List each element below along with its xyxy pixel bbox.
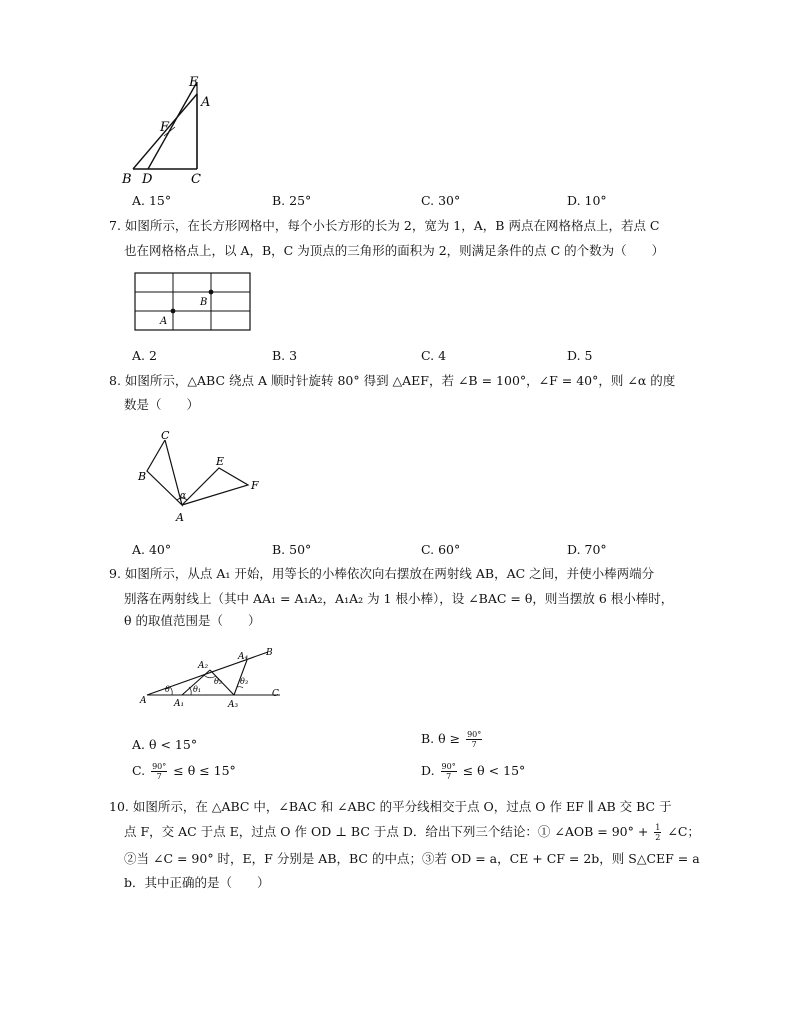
q7-grid-figure (130, 268, 255, 335)
q8-label-C: C (161, 429, 170, 442)
q9-option-d-fraction-den: 7 (446, 772, 452, 781)
q10-question-line1: 10. 如图所示，在 △ABC 中，∠BAC 和 ∠ABC 的平分线相交于点 O，过点 O 作 EF ∥ AB 交 BC 于 (109, 799, 672, 814)
q8-label-B: B (138, 470, 147, 483)
q9-label-theta: θ (165, 685, 170, 694)
q9-option-a[interactable]: A. θ < 15° (132, 737, 198, 752)
q6-label-B: B (122, 172, 132, 187)
q8-label-A: A (176, 511, 184, 524)
q10-line2-fraction-num: 1 (655, 823, 661, 832)
q9-label-theta3: θ₃ (240, 677, 249, 686)
q6-option-c[interactable]: C. 30° (421, 193, 461, 208)
q6-triangle-figure (120, 70, 220, 190)
q7-point-B (209, 290, 214, 295)
q9-label-A3: A₃ (228, 700, 239, 710)
q8-option-c[interactable]: C. 60° (421, 542, 461, 557)
q7-label-B: B (200, 297, 208, 308)
q10-line2-fraction-den: 2 (655, 833, 661, 842)
q6-label-E: E (189, 75, 199, 90)
q8-label-F: F (251, 479, 259, 492)
q9-label-B: B (266, 648, 273, 658)
q6-label-D: D (142, 172, 153, 187)
q9-option-d-suffix: ≤ θ < 15° (462, 763, 526, 778)
q9-question-line3: θ 的取值范围是（ ） (124, 613, 261, 628)
q6-label-C: C (191, 172, 201, 187)
q9-label-A4: A₄ (238, 652, 249, 662)
q7-option-b[interactable]: B. 3 (272, 348, 298, 363)
q7-option-d[interactable]: D. 5 (567, 348, 593, 363)
q9-label-A2: A₂ (198, 661, 209, 671)
q7-option-c[interactable]: C. 4 (421, 348, 447, 363)
q10-line2-fraction (654, 823, 661, 842)
q8-rotation-figure (130, 425, 270, 525)
q6-option-d[interactable]: D. 10° (567, 193, 607, 208)
q7-question-line2: 也在网格格点上，以 A，B，C 为顶点的三角形的面积为 2，则满足条件的点 C 的个数为（ ） (124, 243, 665, 258)
q9-label-theta2: θ₂ (214, 677, 223, 686)
q9-sticks-figure (130, 640, 300, 715)
q7-point-A (171, 309, 176, 314)
q9-option-b-fraction-num: 90° (467, 730, 482, 739)
q9-option-d-prefix: D. (421, 763, 435, 778)
q9-question-line2: 别落在两射线上（其中 AA₁ = A₁A₂，A₁A₂ 为 1 根小棒），设 ∠BAC = θ，则当摆放 6 根小棒时， (124, 591, 674, 606)
q9-option-d-fraction-num: 90° (441, 762, 456, 771)
q8-question-line2: 数是（ ） (124, 397, 200, 412)
q9-option-c-suffix: ≤ θ ≤ 15° (173, 763, 236, 778)
q7-question-line1: 7. 如图所示，在长方形网格中，每个小长方形的长为 2，宽为 1，A，B 两点在网格格点上，若点 C (109, 218, 660, 233)
q6-option-b[interactable]: B. 25° (272, 193, 312, 208)
q9-label-A1: A₁ (174, 699, 185, 709)
q10-question-line2 (124, 823, 700, 842)
q6-label-F: F (160, 120, 170, 135)
q9-option-b-fraction (466, 730, 482, 749)
q9-option-d[interactable] (421, 762, 525, 781)
q7-label-A: A (160, 316, 168, 327)
q9-option-c-fraction-num: 90° (152, 762, 167, 771)
q8-option-d[interactable]: D. 70° (567, 542, 607, 557)
q9-option-c-fraction-den: 7 (156, 772, 162, 781)
q8-option-b[interactable]: B. 50° (272, 542, 312, 557)
q9-option-c-prefix: C. (132, 763, 146, 778)
q9-label-theta1: θ₁ (193, 685, 202, 694)
q7-option-a[interactable]: A. 2 (132, 348, 157, 363)
q9-option-c[interactable] (132, 762, 236, 781)
q8-question-line1: 8. 如图所示，△ABC 绕点 A 顺时针旋转 80° 得到 △AEF，若 ∠B = 100°，∠F = 40°，则 ∠α 的度 (109, 373, 676, 388)
q9-label-A: A (140, 696, 147, 706)
q8-label-alpha: α (180, 491, 187, 501)
q6-label-A: A (201, 95, 211, 110)
q10-question-line3: ②当 ∠C = 90° 时，E，F 分别是 AB，BC 的中点；③若 OD = a，CE + CF = 2b，则 S△CEF = a (124, 851, 700, 866)
q9-option-b[interactable] (421, 730, 484, 749)
q9-label-C: C (272, 689, 279, 699)
q6-option-a[interactable]: A. 15° (132, 193, 172, 208)
q8-label-E: E (216, 455, 225, 468)
q9-option-b-prefix: B. θ ≥ (421, 731, 461, 746)
q10-question-line4: b．其中正确的是（ ） (124, 875, 270, 890)
q9-question-line1: 9. 如图所示，从点 A₁ 开始，用等长的小棒依次向右摆放在两射线 AB，AC 之间，并使小棒两端分 (109, 566, 655, 581)
q10-line2-part-a: 点 F，交 AC 于点 E，过点 O 作 OD ⊥ BC 于点 D．给出下列三个结论：① ∠AOB = 90° + (124, 824, 649, 839)
q8-option-a[interactable]: A. 40° (132, 542, 172, 557)
q9-option-d-fraction (441, 762, 457, 781)
q9-option-c-fraction (151, 762, 167, 781)
q9-option-b-fraction-den: 7 (471, 740, 477, 749)
q10-line2-part-b: ∠C； (667, 824, 700, 839)
